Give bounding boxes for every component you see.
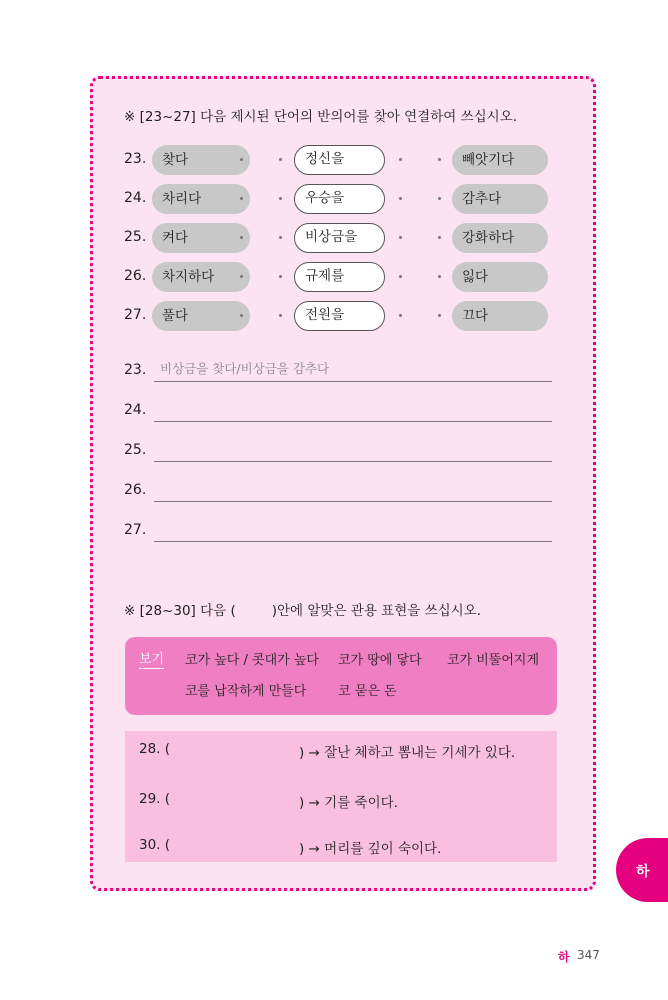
right-word: 끄다 [452,301,548,331]
connect-dot[interactable] [399,158,402,161]
answer-row-23 [124,358,554,382]
left-word: 차리다 [152,184,250,214]
answer-row-25 [124,438,554,462]
section1-instruction: ※ [23~27] 다음 제시된 단어의 반의어를 찾아 연결하여 쓰십시오. [124,109,518,125]
question-meaning: ) → 머리를 깊이 숙이다. [299,841,442,857]
connect-dot[interactable] [399,314,402,317]
connect-dot[interactable] [240,275,243,278]
page-number: 347 [577,948,600,962]
right-word: 잃다 [452,262,548,292]
match-row-26 [124,262,554,292]
match-row-23 [124,145,554,175]
section2-instruction [124,599,481,619]
right-word: 강화하다 [452,223,548,253]
connect-dot[interactable] [279,314,282,317]
question-meaning: ) → 잘난 체하고 뽐내는 기세가 있다. [299,745,516,761]
answer-line [154,541,552,542]
example-item: 코를 납작하게 만들다 [185,684,307,699]
connect-dot[interactable] [279,197,282,200]
example-item: 코 묻은 돈 [338,684,397,699]
question-number: 30. ( [139,837,171,853]
example-item: 코가 높다 / 콧대가 높다 [185,653,319,668]
connect-dot[interactable] [438,275,441,278]
left-word: 켜다 [152,223,250,253]
question-box [125,731,557,862]
connect-dot[interactable] [438,314,441,317]
answer-row-27 [124,518,554,542]
match-row-25 [124,223,554,253]
level-side-tab [616,838,668,902]
instruction-post: )안에 알맞은 관용 표현을 쓰십시오. [271,603,482,619]
left-word: 차지하다 [152,262,250,292]
connect-dot[interactable] [240,236,243,239]
answer-number: 27. [124,522,147,538]
right-word: 빼앗기다 [452,145,548,175]
side-tab-label: 하 [636,864,650,880]
answer-number: 24. [124,402,147,418]
middle-word: 정신을 [294,145,385,175]
example-box [125,637,557,715]
question-meaning: ) → 기를 죽이다. [299,795,398,811]
left-word: 풀다 [152,301,250,331]
question-28 [139,741,516,761]
row-number: 24. [124,190,147,206]
answer-line [154,461,552,462]
instruction-pre: ※ [28~30] 다음 ( [124,603,236,619]
right-word: 감추다 [452,184,548,214]
answer-row-24 [124,398,554,422]
middle-word: 규제를 [294,262,385,292]
connect-dot[interactable] [399,236,402,239]
answer-line [154,501,552,502]
question-30 [139,837,442,857]
middle-word: 비상금을 [294,223,385,253]
match-row-24 [124,184,554,214]
answer-row-26 [124,478,554,502]
row-number: 27. [124,307,147,323]
match-row-27 [124,301,554,331]
middle-word: 전원을 [294,301,385,331]
middle-word: 우승을 [294,184,385,214]
footer-level-mark: 하 [558,950,570,964]
connect-dot[interactable] [279,158,282,161]
connect-dot[interactable] [240,158,243,161]
example-label: 보기 [139,648,164,669]
answer-text[interactable]: 비상금을 찾다/비상금을 감추다 [160,361,330,376]
row-number: 25. [124,229,147,245]
question-number: 29. ( [139,791,171,807]
answer-number: 26. [124,482,147,498]
answer-line [154,421,552,422]
connect-dot[interactable] [438,158,441,161]
connect-dot[interactable] [240,314,243,317]
answer-line [154,381,552,382]
connect-dot[interactable] [279,275,282,278]
connect-dot[interactable] [399,197,402,200]
example-item: 코가 비뚤어지게 [447,653,540,668]
connect-dot[interactable] [438,236,441,239]
answer-number: 23. [124,362,147,378]
left-word: 찾다 [152,145,250,175]
answer-number: 25. [124,442,147,458]
row-number: 26. [124,268,147,284]
row-number: 23. [124,151,147,167]
connect-dot[interactable] [240,197,243,200]
connect-dot[interactable] [399,275,402,278]
example-item: 코가 땅에 닿다 [338,653,422,668]
connect-dot[interactable] [279,236,282,239]
question-29 [139,791,398,811]
connect-dot[interactable] [438,197,441,200]
question-number: 28. ( [139,741,171,757]
